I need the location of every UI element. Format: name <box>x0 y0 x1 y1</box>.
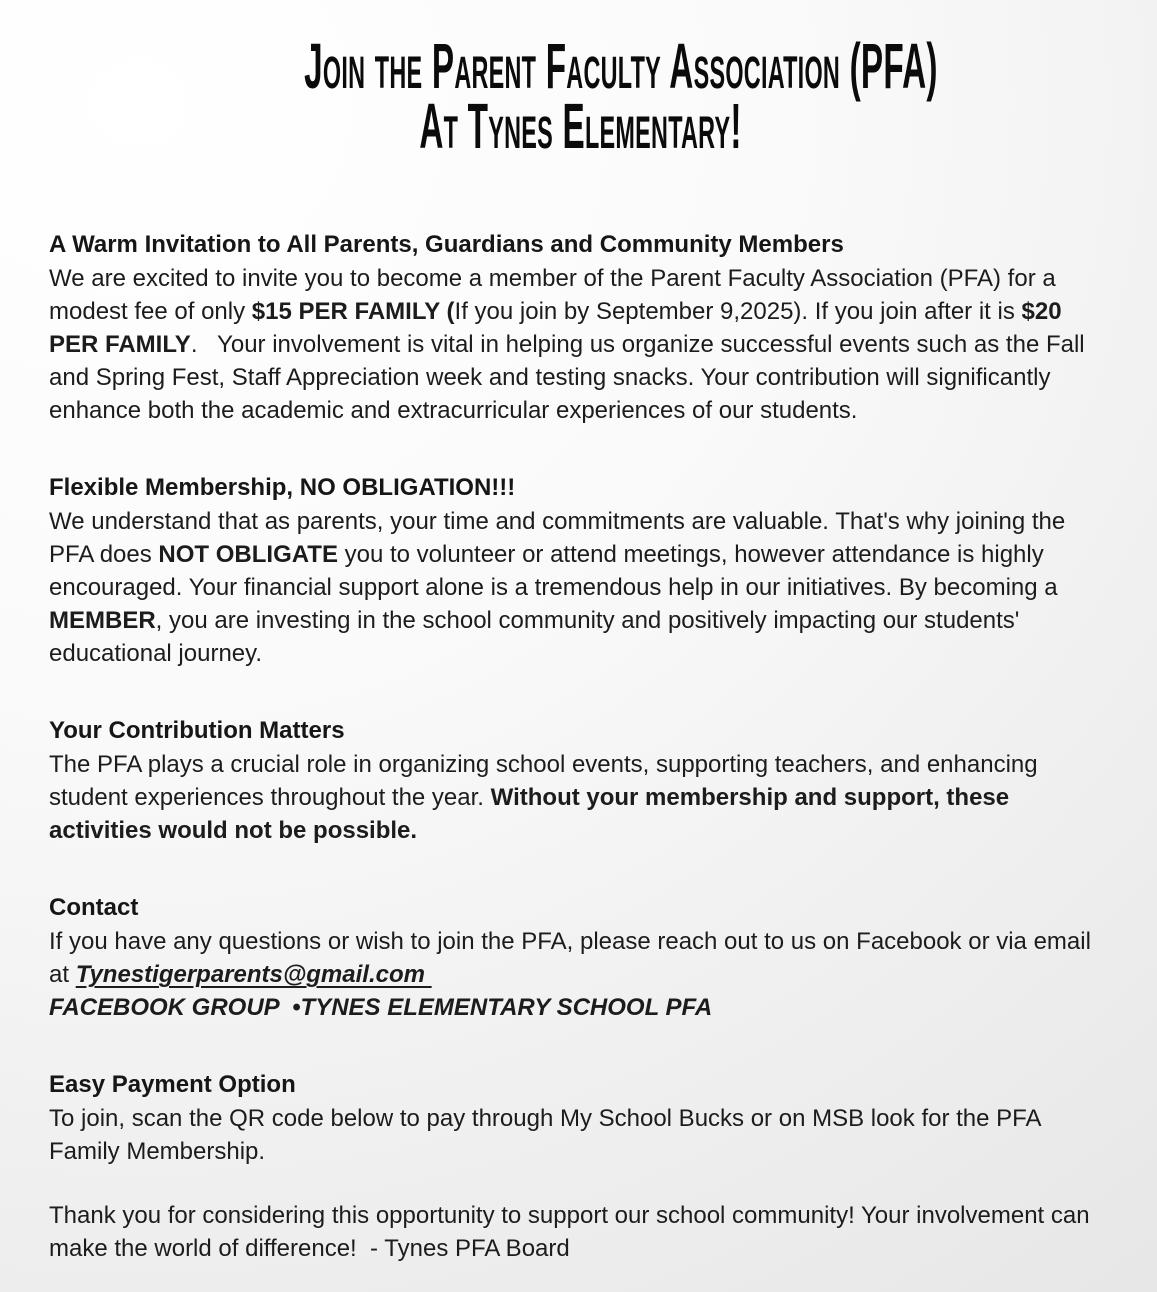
section-contribution <box>49 714 1112 847</box>
payment-heading: Easy Payment Option <box>49 1071 296 1098</box>
section-contact <box>49 891 1112 1024</box>
text-run: Thank you for considering this opportunity to support our school community! Your involvement can make the world of difference! - Tynes PFA Board <box>49 1202 1097 1262</box>
text-run: , you are investing in the school community and positively impacting our students' educational journey. <box>49 607 1027 667</box>
facebook-group-label: FACEBOOK GROUP •TYNES ELEMENTARY SCHOOL PFA <box>49 994 713 1021</box>
invitation-heading: A Warm Invitation to All Parents, Guardians and Community Members <box>49 231 844 258</box>
section-membership <box>49 471 1112 670</box>
text-run: Without your membership and support, these activities would not be possible. <box>49 784 1016 844</box>
text-run: . Your involvement is vital in helping us organize successful events such as the Fall and Spring Fest, Staff Appreciation week and testing snacks. Your contribution will significantly enhance both the academic and extracurricular experiences of our students. <box>49 331 1092 424</box>
contribution-heading: Your Contribution Matters <box>49 717 345 744</box>
contact-paragraph <box>49 925 1112 991</box>
closing-paragraph <box>49 1199 1112 1265</box>
invitation-paragraph <box>49 262 1112 427</box>
text-run: $20 PER FAMILY <box>49 298 1069 358</box>
membership-paragraph <box>49 505 1112 670</box>
contribution-paragraph <box>49 748 1112 847</box>
text-run: If you join by September 9,2025). If you join after it is <box>454 298 1022 325</box>
text-run: NOT OBLIGATE <box>158 541 338 568</box>
text-run: We understand that as parents, your time and commitments are valuable. That's why joining the PFA does <box>49 508 1072 568</box>
text-run: The PFA plays a crucial role in organizing school events, supporting teachers, and enhancing student experiences throughout the year. <box>49 751 1045 811</box>
page-title <box>49 30 1112 162</box>
payment-paragraph <box>49 1102 1112 1168</box>
contact-heading: Contact <box>49 894 139 921</box>
facebook-group-line <box>49 991 1112 1024</box>
text-run: We are excited to invite you to become a member of the Parent Faculty Association (PFA) for a modest fee of only <box>49 265 1063 325</box>
email-link[interactable]: Tynestigerparents@gmail.com <box>75 961 432 988</box>
section-invitation <box>49 228 1112 427</box>
text-run: If you have any questions or wish to join the PFA, please reach out to us on Facebook or via email at <box>49 928 1098 988</box>
title-line-2: At Tynes Elementary! <box>419 90 742 162</box>
title-line-1: Join the Parent Faculty Association (PFA) <box>304 30 938 102</box>
text-run: you to volunteer or attend meetings, however attendance is highly encouraged. Your financial support alone is a tremendous help in our initiatives. By becoming a <box>49 541 1065 601</box>
text-run: MEMBER <box>49 607 156 634</box>
section-payment <box>49 1068 1112 1168</box>
flyer-body <box>49 228 1112 1265</box>
membership-heading: Flexible Membership, NO OBLIGATION!!! <box>49 474 516 501</box>
text-run: $15 PER FAMILY ( <box>251 298 455 325</box>
text-run: To join, scan the QR code below to pay through My School Bucks or on MSB look for the PFA Family Membership. <box>49 1105 1047 1165</box>
